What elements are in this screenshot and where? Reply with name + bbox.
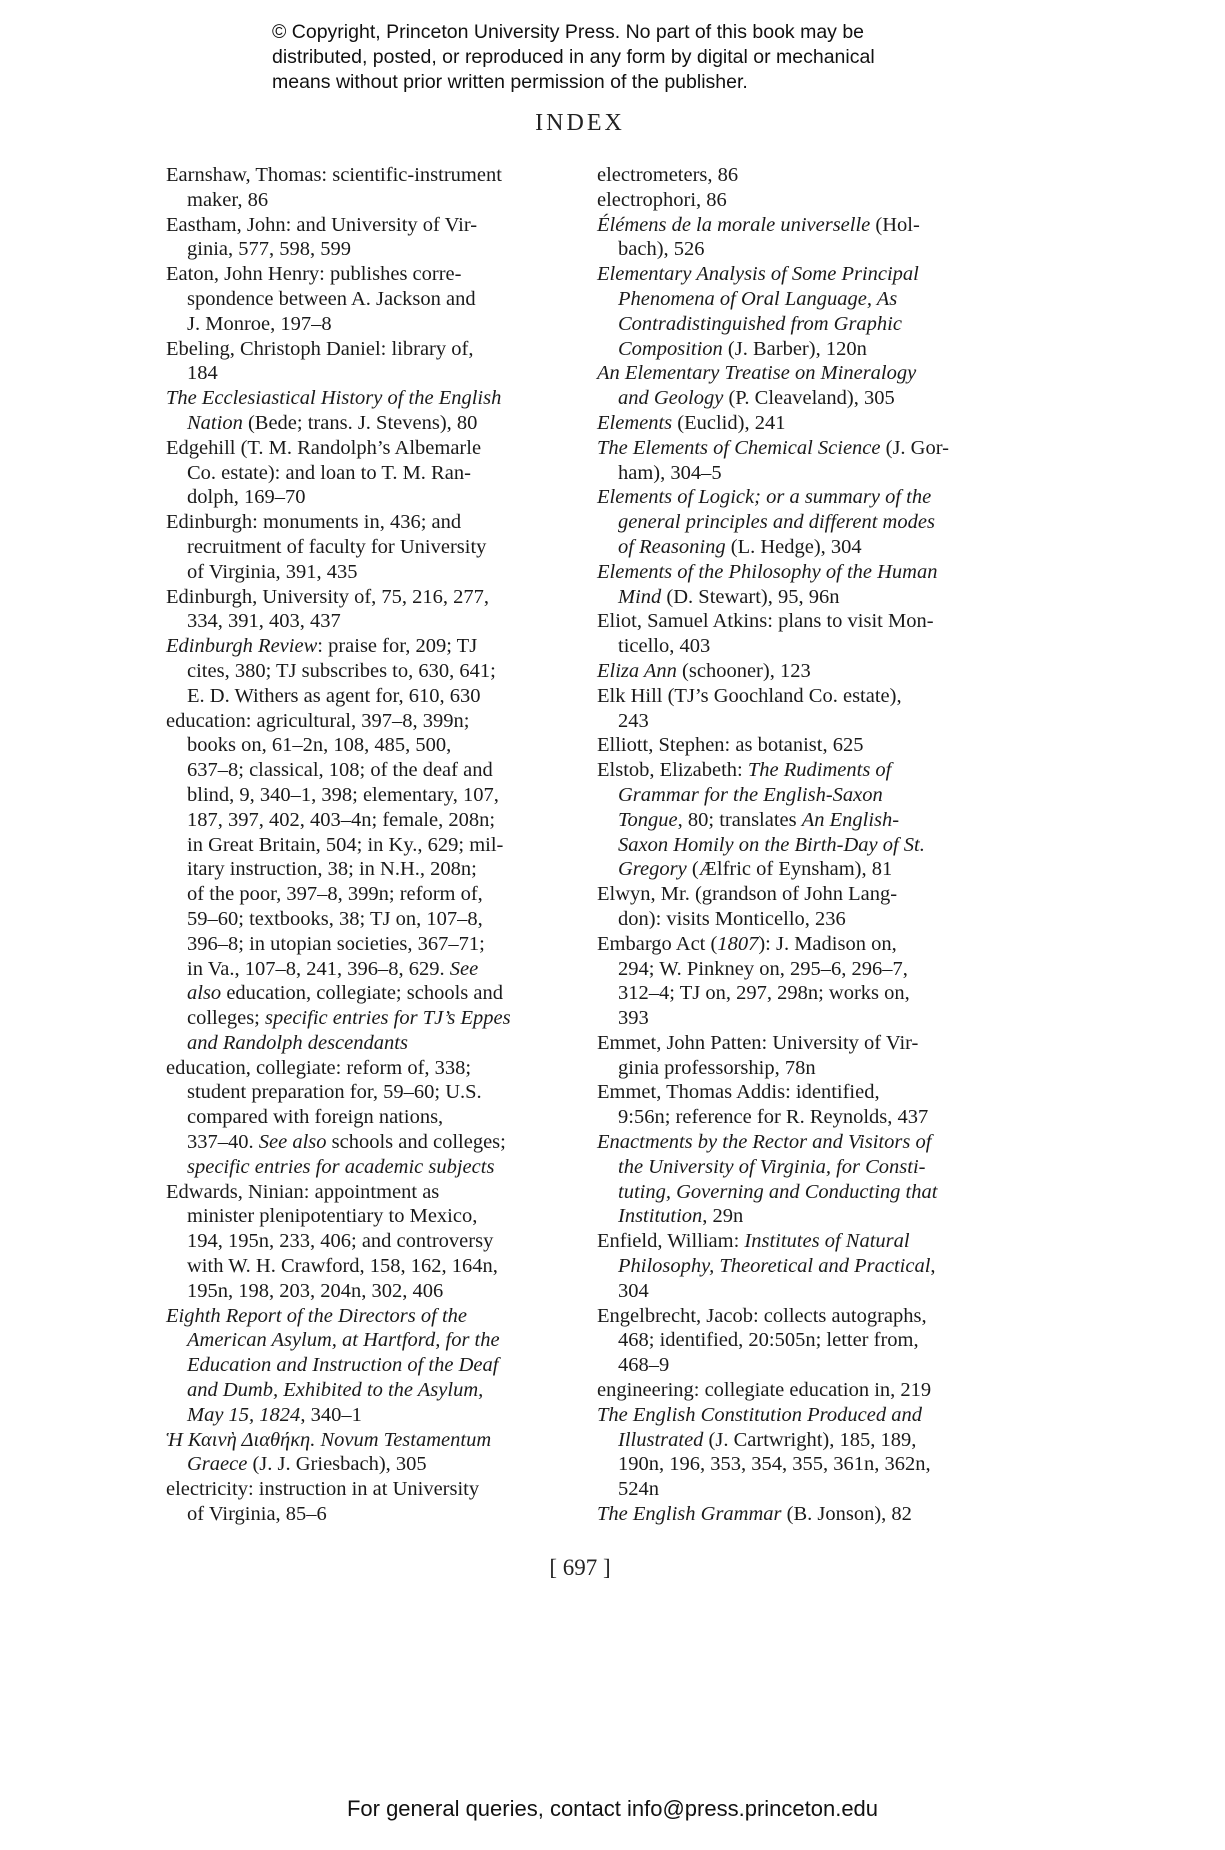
index-entry-line [166, 882, 576, 907]
text: cites, 380; TJ subscribes to, 630, 641; [187, 659, 496, 682]
text: itary instruction, 38; in N.H., 208n; [187, 858, 477, 881]
italic-text: Gregory [618, 858, 687, 881]
footer-contact: For general queries, contact info@press.princeton.edu [346, 1796, 879, 1821]
index-entry-line [597, 361, 1017, 386]
text: engineering: collegiate education in, 219 [597, 1379, 932, 1402]
index-entry-line [166, 957, 576, 982]
text: maker, 86 [187, 188, 269, 211]
text: , 29n [702, 1205, 744, 1228]
index-entry-line [166, 833, 576, 858]
italic-text: Mind [618, 585, 662, 608]
italic-text: Élémens de la morale universelle [597, 213, 871, 236]
copyright-line: © Copyright, Princeton University Press. No part of this book may be [272, 21, 865, 43]
index-entry-line [166, 932, 576, 957]
text: Embargo Act ( [597, 932, 718, 955]
text: Co. estate): and loan to T. M. Ran- [187, 461, 471, 484]
text: of the poor, 397–8, 399n; reform of, [187, 883, 483, 906]
italic-text: The English Constitution Produced and [597, 1403, 922, 1426]
index-entry-line [166, 1452, 576, 1477]
index-entry [597, 1378, 1017, 1403]
text: (J. Barber), 120n [722, 337, 867, 360]
text: Edgehill (T. M. Randolph’s Albemarle [166, 436, 482, 459]
index-entry-line [597, 1353, 1017, 1378]
text: (J. J. Griesbach), 305 [247, 1453, 427, 1476]
index-entry-line [166, 1428, 576, 1453]
text: compared with foreign nations, [187, 1106, 444, 1129]
index-entry-line [597, 957, 1017, 982]
text: Elwyn, Mr. (grandson of John Lang- [597, 883, 898, 906]
index-entry-line [597, 461, 1017, 486]
text: Enfield, William: [597, 1230, 745, 1253]
text: spondence between A. Jackson and [187, 287, 476, 310]
index-entry [597, 609, 1017, 659]
italic-text: tuting, Governing and Conducting that [618, 1180, 938, 1203]
index-entry-line [166, 758, 576, 783]
index-entry-line [166, 1180, 576, 1205]
index-entry-line [166, 684, 576, 709]
index-entry [597, 1031, 1017, 1081]
italic-text: Elements of Logick; or a summary of the [597, 486, 932, 509]
italic-text: Elementary Analysis of Some Principal [597, 263, 919, 286]
index-entry [597, 882, 1017, 932]
index-entry-line [166, 1155, 576, 1180]
index-entry-line [166, 709, 576, 734]
index-entry-line [166, 659, 576, 684]
index-entry [166, 1428, 576, 1478]
text: (Bede; trans. J. Stevens), 80 [242, 411, 478, 434]
italic-text: Composition [618, 337, 723, 360]
index-entry [597, 1080, 1017, 1130]
index-entry-line [166, 1477, 576, 1502]
index-entry [597, 436, 1017, 486]
italic-text: specific entries for TJ’s Eppes [265, 1007, 511, 1030]
text: Elk Hill (TJ’s Goochland Co. estate), [597, 684, 902, 707]
text: 243 [618, 709, 649, 732]
text: of Virginia, 85–6 [187, 1503, 327, 1526]
index-entry-line [597, 1279, 1017, 1304]
index-entry [166, 634, 576, 708]
text: ham), 304–5 [618, 461, 722, 484]
index-entry [166, 709, 576, 1056]
index-entry-line [166, 1378, 576, 1403]
index-entry-line [597, 1502, 1017, 1527]
index-entry-line [166, 386, 576, 411]
index-entry-line [597, 1130, 1017, 1155]
text: ): J. Madison on, [758, 932, 897, 955]
italic-text: Enactments by the Rector and Visitors of [597, 1131, 932, 1154]
text: colleges; [187, 1007, 265, 1030]
index-entry-line [597, 1378, 1017, 1403]
index-entry-line [597, 634, 1017, 659]
text: Elstob, Elizabeth: [597, 759, 748, 782]
text: (D. Stewart), 95, 96n [661, 585, 840, 608]
index-entry [597, 361, 1017, 411]
italic-text: Institutes of Natural [744, 1230, 910, 1253]
index-entry-line [597, 1254, 1017, 1279]
text: (J. Cartwright), 185, 189, [703, 1428, 917, 1451]
index-entry [166, 386, 576, 436]
index-entry [597, 411, 1017, 436]
index-entry-line [597, 932, 1017, 957]
text: (Euclid), 241 [672, 411, 786, 434]
index-entry-line [166, 361, 576, 386]
index-entry [597, 262, 1017, 361]
text: Emmet, John Patten: University of Vir- [597, 1031, 919, 1054]
index-entry-line [166, 436, 576, 461]
text: 468; identified, 20:505n; letter from, [618, 1329, 919, 1352]
index-entry-line [597, 1304, 1017, 1329]
index-entry-line [166, 808, 576, 833]
index-entry [597, 1229, 1017, 1303]
italic-text: Ἡ Καινὴ Διαθήκη. Novum Testamentum [166, 1428, 492, 1451]
index-entry-line [597, 1080, 1017, 1105]
index-entry-line [166, 857, 576, 882]
text: 393 [618, 1007, 649, 1030]
index-entry [597, 188, 1017, 213]
index-entry-line [597, 808, 1017, 833]
text: education, collegiate; schools and [221, 982, 503, 1005]
index-entry-line [166, 733, 576, 758]
index-entry-line [597, 1428, 1017, 1453]
italic-text: Graece [187, 1453, 248, 1476]
italic-text: Illustrated [618, 1428, 704, 1451]
index-entry-line [166, 1031, 576, 1056]
italic-text: also [187, 982, 222, 1005]
italic-text: Tongue [618, 808, 678, 831]
index-entry-line [597, 188, 1017, 213]
text: electricity: instruction in at University [166, 1478, 480, 1501]
index-entry-line [166, 213, 576, 238]
text: 194, 195n, 233, 406; and controversy [187, 1230, 494, 1253]
text: blind, 9, 340–1, 398; elementary, 107, [187, 783, 499, 806]
index-entry-line [597, 907, 1017, 932]
index-entry-line [166, 1056, 576, 1081]
index-column-right [597, 163, 1017, 1527]
text: (Ælfric of Eynsham), 81 [686, 858, 893, 881]
italic-text: An Elementary Treatise on Mineralogy [597, 362, 917, 385]
text: recruitment of faculty for University [187, 535, 487, 558]
index-entry-line [597, 312, 1017, 337]
index-entry-line [166, 1105, 576, 1130]
index-entry [597, 1304, 1017, 1378]
text: 187, 397, 402, 403–4n; female, 208n; [187, 808, 496, 831]
index-entry-line [597, 1105, 1017, 1130]
index-entry-line [597, 436, 1017, 461]
italic-text: Phenomena of Oral Language, As [618, 287, 898, 310]
index-entry-line [597, 1328, 1017, 1353]
text: ginia, 577, 598, 599 [187, 238, 351, 261]
italic-text: The Elements of Chemical Science [597, 436, 881, 459]
index-entry-line [166, 510, 576, 535]
text: bach), 526 [618, 238, 705, 261]
index-entry-line [166, 411, 576, 436]
italic-text: See also [258, 1131, 327, 1154]
index-entry-line [166, 163, 576, 188]
index-entry [597, 733, 1017, 758]
index-entry-line [166, 1254, 576, 1279]
italic-text: Eighth Report of the Directors of the [166, 1304, 468, 1327]
text: schools and colleges; [326, 1131, 506, 1154]
text: electrophori, 86 [597, 188, 727, 211]
index-entry-line [597, 733, 1017, 758]
text: Edinburgh: monuments in, 436; and [166, 511, 462, 534]
text: 524n [618, 1478, 659, 1501]
index-entry-line [166, 1502, 576, 1527]
italic-text: Saxon Homily on the Birth-Day of St. [618, 833, 925, 856]
italic-text: specific entries for academic subjects [187, 1155, 495, 1178]
index-entry-line [597, 1155, 1017, 1180]
index-entry-line [597, 833, 1017, 858]
italic-text: Elements of the Philosophy of the Human [597, 560, 938, 583]
text: student preparation for, 59–60; U.S. [187, 1081, 482, 1104]
index-entry-line [597, 758, 1017, 783]
italic-text: American Asylum, at Hartford, for the [187, 1329, 500, 1352]
text: 294; W. Pinkney on, 295–6, 296–7, [618, 957, 908, 980]
index-entry-line [597, 213, 1017, 238]
italic-text: The Ecclesiastical History of the English [166, 387, 502, 410]
text: 312–4; TJ on, 297, 298n; works on, [618, 982, 910, 1005]
italic-text: Philosophy, Theoretical and Practical [618, 1255, 931, 1278]
italic-text: and Geology [618, 387, 724, 410]
text: 190n, 196, 353, 354, 355, 361n, 362n, [618, 1453, 931, 1476]
index-entry-line [597, 1204, 1017, 1229]
text: , 80; translates [677, 808, 802, 831]
text: Ebeling, Christoph Daniel: library of, [166, 337, 474, 360]
index-entry-line [597, 1229, 1017, 1254]
text: : praise for, 209; TJ [317, 635, 478, 658]
copyright-notice [272, 20, 992, 95]
text: (Hol- [870, 213, 920, 236]
text: education: agricultural, 397–8, 399n; [166, 709, 470, 732]
index-column-left [166, 163, 576, 1527]
italic-text: and Randolph descendants [187, 1031, 408, 1054]
text: E. D. Withers as agent for, 610, 630 [187, 684, 481, 707]
index-entry-line [597, 163, 1017, 188]
text: 195n, 198, 203, 204n, 302, 406 [187, 1279, 444, 1302]
text: Engelbrecht, Jacob: collects autographs, [597, 1304, 927, 1327]
index-entry-line [166, 1403, 576, 1428]
text: (P. Cleaveland), 305 [723, 387, 895, 410]
index-entry-line [166, 1006, 576, 1031]
index-entry-line [166, 188, 576, 213]
italic-text: 1807 [717, 932, 759, 955]
index-entry [166, 337, 576, 387]
index-entry [166, 1180, 576, 1304]
italic-text: of Reasoning [618, 535, 726, 558]
index-entry-line [597, 709, 1017, 734]
index-entry-line [597, 1031, 1017, 1056]
italic-text: the University of Virginia, for Consti- [618, 1155, 926, 1178]
italic-text: Eliza Ann [597, 659, 677, 682]
index-entry-line [597, 262, 1017, 287]
text: Emmet, Thomas Addis: identified, [597, 1081, 880, 1104]
index-entry-line [597, 882, 1017, 907]
italic-text: Nation [187, 411, 243, 434]
index-entry-line [166, 312, 576, 337]
text: 396–8; in utopian societies, 367–71; [187, 932, 485, 955]
index-entry-line [597, 510, 1017, 535]
text: Elliott, Stephen: as botanist, 625 [597, 734, 864, 757]
index-entry [597, 659, 1017, 684]
text: 334, 391, 403, 437 [187, 610, 341, 633]
text: Eaton, John Henry: publishes corre- [166, 263, 462, 286]
text: Edinburgh, University of, 75, 216, 277, [166, 585, 490, 608]
text: electrometers, 86 [597, 164, 739, 186]
index-entry-line [597, 857, 1017, 882]
index-entry-line [597, 783, 1017, 808]
text: 59–60; textbooks, 38; TJ on, 107–8, [187, 907, 483, 930]
text: Eliot, Samuel Atkins: plans to visit Mon- [597, 610, 934, 633]
index-entry-line [166, 609, 576, 634]
index-entry-line [166, 287, 576, 312]
index-entry [166, 163, 576, 213]
italic-text: Contradistinguished from Graphic [618, 312, 902, 335]
text: in Va., 107–8, 241, 396–8, 629. [187, 957, 450, 980]
index-entry [166, 262, 576, 336]
index-entry-line [597, 1477, 1017, 1502]
index-entry-line [597, 560, 1017, 585]
text: Edwards, Ninian: appointment as [166, 1180, 440, 1203]
index-entry [597, 684, 1017, 734]
index-entry-line [166, 461, 576, 486]
index-entry-line [597, 659, 1017, 684]
index-entry-line [166, 585, 576, 610]
index-entry-line [166, 535, 576, 560]
index-entry-line [597, 535, 1017, 560]
index-entry-line [166, 1080, 576, 1105]
italic-text: Elements [597, 411, 673, 434]
index-entry [597, 213, 1017, 263]
text: ticello, 403 [618, 635, 711, 658]
index-entry [597, 1502, 1017, 1527]
index-entry-line [166, 1353, 576, 1378]
text: J. Monroe, 197–8 [187, 312, 332, 335]
italic-text: The Rudiments of [747, 759, 892, 782]
index-entry-line [166, 907, 576, 932]
text: 637–8; classical, 108; of the deaf and [187, 759, 493, 782]
index-entry [166, 213, 576, 263]
page-number: [ 697 ] [549, 1555, 611, 1580]
text: don): visits Monticello, 236 [618, 907, 846, 930]
text: 304 [618, 1279, 649, 1302]
text: 9:56n; reference for R. Reynolds, 437 [618, 1106, 929, 1129]
text: (schooner), 123 [676, 659, 811, 682]
index-entry-line [166, 1328, 576, 1353]
index-entry-line [166, 1204, 576, 1229]
italic-text: The English Grammar [597, 1503, 782, 1526]
text: , [930, 1255, 936, 1278]
index-entry [597, 758, 1017, 882]
index-entry [166, 510, 576, 584]
index-entry-line [166, 485, 576, 510]
text: (B. Jonson), 82 [781, 1503, 912, 1526]
index-entry [166, 1477, 576, 1527]
text: 184 [187, 362, 218, 385]
index-entry-line [597, 1452, 1017, 1477]
index-entry-line [166, 1229, 576, 1254]
index-entry-line [597, 1006, 1017, 1031]
italic-text: Education and Instruction of the Deaf [187, 1354, 499, 1377]
index-entry-line [166, 783, 576, 808]
index-entry-line [597, 684, 1017, 709]
italic-text: An English- [801, 808, 900, 831]
text: Eastham, John: and University of Vir- [166, 213, 478, 236]
italic-text: general principles and different modes [618, 511, 935, 534]
text: (J. Gor- [880, 436, 949, 459]
index-entry-line [597, 237, 1017, 262]
index-entry-line [597, 609, 1017, 634]
index-entry-line [597, 485, 1017, 510]
italic-text: Institution [618, 1205, 703, 1228]
copyright-line: means without prior written permission of the publisher. [272, 71, 748, 93]
index-entry-line [597, 1180, 1017, 1205]
index-entry [166, 1304, 576, 1428]
text: with W. H. Crawford, 158, 162, 164n, [187, 1255, 498, 1278]
text: (L. Hedge), 304 [725, 535, 862, 558]
index-entry-line [166, 634, 576, 659]
index-entry-line [597, 1056, 1017, 1081]
index-entry [166, 1056, 576, 1180]
text: books on, 61–2n, 108, 485, 500, [187, 734, 452, 757]
italic-text: See [449, 957, 479, 980]
italic-text: May 15, 1824 [187, 1403, 301, 1426]
index-entry-line [166, 981, 576, 1006]
index-entry-line [597, 386, 1017, 411]
text: dolph, 169–70 [187, 486, 306, 509]
text: in Great Britain, 504; in Ky., 629; mil- [187, 833, 504, 856]
index-entry [597, 560, 1017, 610]
index-entry-line [166, 1304, 576, 1329]
text: 468–9 [618, 1354, 670, 1377]
index-entry-line [597, 981, 1017, 1006]
index-entry [597, 163, 1017, 188]
text: 337–40. [187, 1131, 259, 1154]
text: education, collegiate: reform of, 338; [166, 1056, 472, 1079]
copyright-line: distributed, posted, or reproduced in any form by digital or mechanical [272, 46, 875, 68]
index-entry-line [597, 287, 1017, 312]
index-entry-line [166, 262, 576, 287]
index-entry-line [597, 585, 1017, 610]
index-entry-line [166, 560, 576, 585]
index-entry [166, 585, 576, 635]
index-entry-line [597, 1403, 1017, 1428]
text: minister plenipotentiary to Mexico, [187, 1205, 478, 1228]
index-entry-line [597, 337, 1017, 362]
italic-text: and Dumb, Exhibited to the Asylum, [187, 1379, 484, 1402]
index-entry-line [166, 1279, 576, 1304]
index-entry-line [597, 411, 1017, 436]
text: ginia professorship, 78n [618, 1056, 816, 1079]
index-entry [597, 932, 1017, 1031]
index-entry [597, 1403, 1017, 1502]
page-title: INDEX [535, 110, 625, 136]
italic-text: Edinburgh Review [166, 635, 318, 658]
index-entry [597, 485, 1017, 559]
index-entry-line [166, 337, 576, 362]
italic-text: Grammar for the English-Saxon [618, 783, 883, 806]
text: Earnshaw, Thomas: scientific-instrument [166, 164, 502, 186]
text: of Virginia, 391, 435 [187, 560, 358, 583]
index-entry [597, 1130, 1017, 1229]
index-entry-line [166, 1130, 576, 1155]
index-entry-line [166, 237, 576, 262]
index-entry [166, 436, 576, 510]
text: , 340–1 [300, 1403, 362, 1426]
